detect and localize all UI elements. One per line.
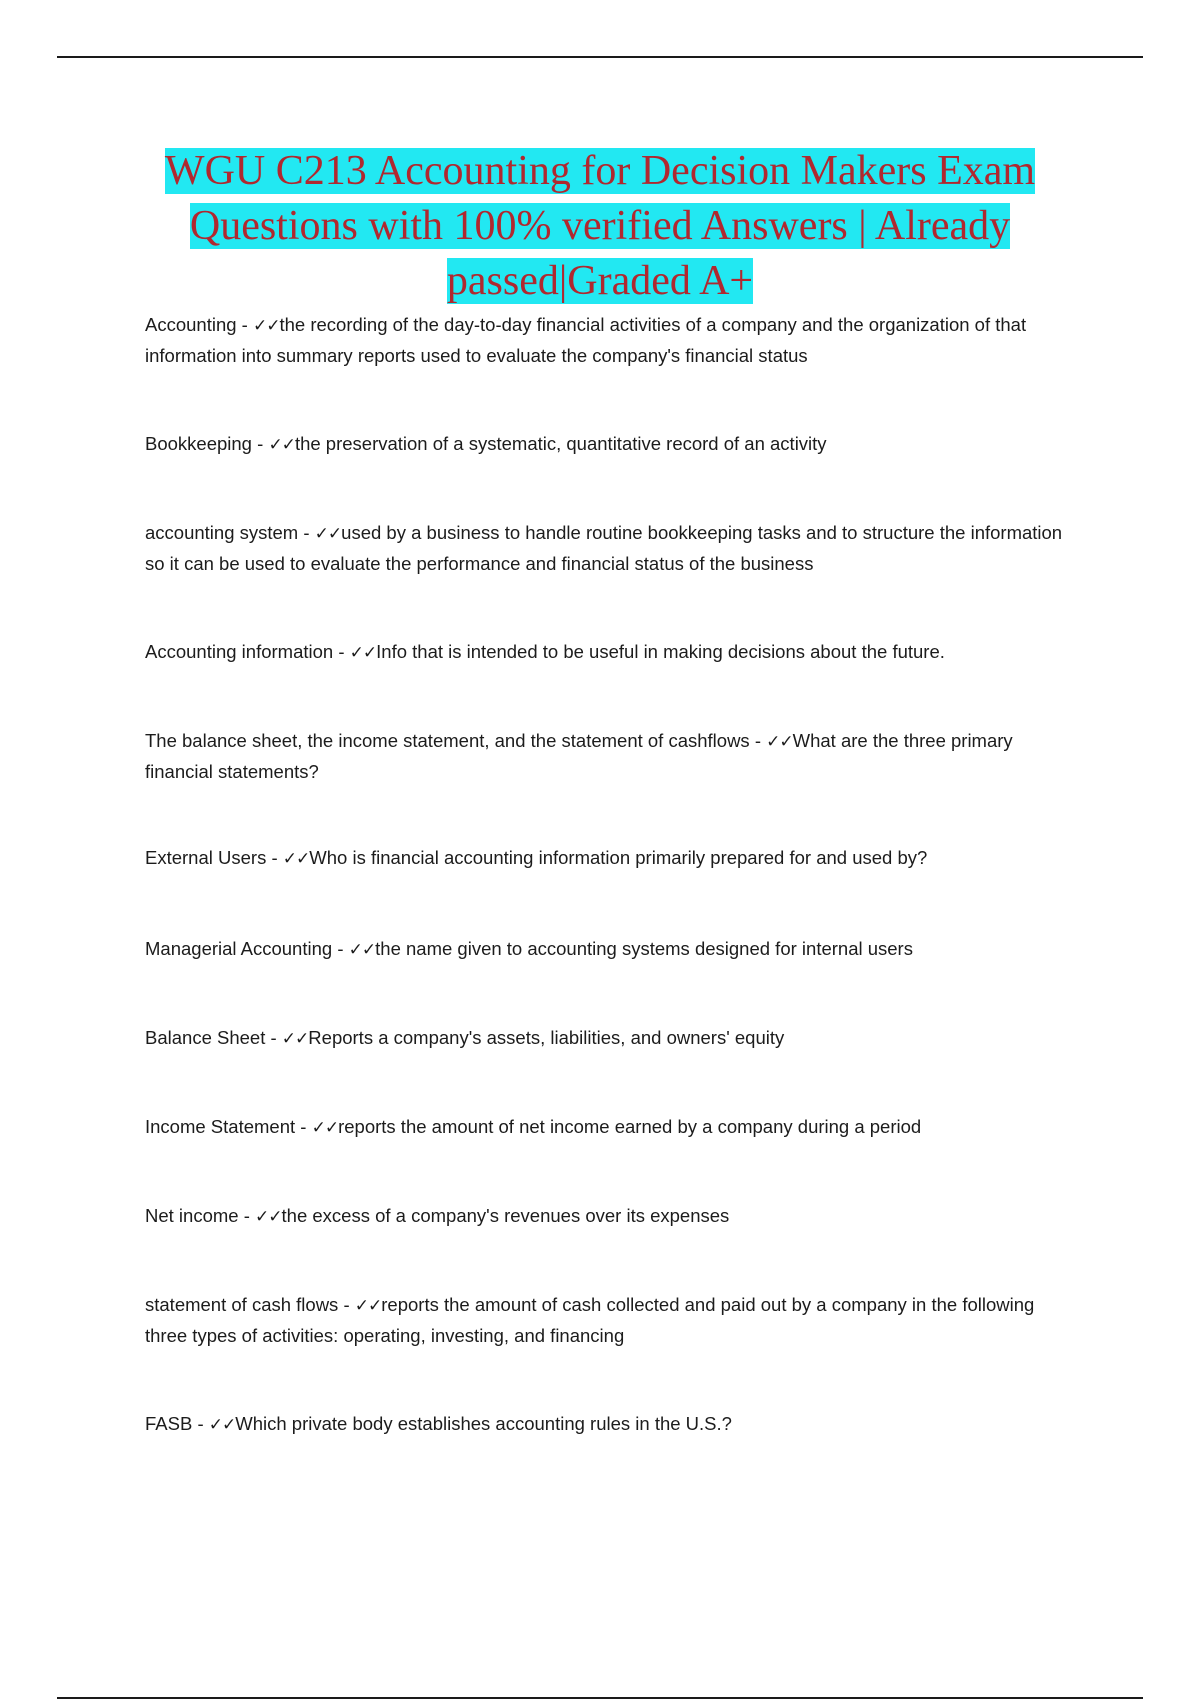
entry-term: Accounting bbox=[145, 314, 237, 335]
entry-separator: - bbox=[238, 1205, 256, 1226]
entry-definition: What are the three primary financial statements? bbox=[145, 730, 1013, 782]
entry-term: Managerial Accounting bbox=[145, 938, 333, 959]
entry-definition: Reports a company's assets, liabilities, and owners' equity bbox=[308, 1027, 785, 1048]
flashcard-entry-statement-of-cash-flows bbox=[145, 1290, 1075, 1351]
entry-definition: the recording of the day-to-day financial activities of a company and the organization of that information into summary reports used to evaluate the company's financial status bbox=[145, 314, 1027, 366]
double-check-icon: ✓✓ bbox=[766, 732, 793, 752]
flashcard-entry-financial-statements bbox=[145, 726, 1075, 787]
flashcard-entry-balance-sheet bbox=[145, 1023, 1075, 1054]
double-check-icon: ✓✓ bbox=[255, 1207, 282, 1227]
entry-separator: - bbox=[192, 1413, 209, 1434]
double-check-icon: ✓✓ bbox=[253, 316, 280, 336]
double-check-icon: ✓✓ bbox=[349, 643, 377, 663]
bottom-rule bbox=[57, 1697, 1143, 1699]
flashcard-entry-accounting bbox=[145, 310, 1075, 371]
entry-definition: reports the amount of net income earned by a company during a period bbox=[338, 1116, 922, 1137]
entry-definition: the excess of a company's revenues over its expenses bbox=[281, 1205, 730, 1226]
double-check-icon: ✓✓ bbox=[348, 940, 376, 960]
entry-definition: Which private body establishes accounting rules in the U.S.? bbox=[235, 1413, 732, 1434]
flashcard-entry-net-income bbox=[145, 1201, 1075, 1232]
entry-term: External Users bbox=[145, 847, 267, 868]
entry-term: Bookkeeping bbox=[145, 433, 252, 454]
entry-separator: - bbox=[295, 1116, 312, 1137]
top-rule bbox=[57, 56, 1143, 58]
flashcard-entry-managerial-accounting bbox=[145, 934, 1075, 965]
double-check-icon: ✓✓ bbox=[208, 1415, 236, 1435]
flashcard-entry-fasb bbox=[145, 1409, 1075, 1440]
entry-definition: the preservation of a systematic, quantitative record of an activity bbox=[294, 433, 827, 454]
entry-definition: Who is financial accounting information primarily prepared for and used by? bbox=[309, 847, 928, 868]
entry-definition: Info that is intended to be useful in making decisions about the future. bbox=[376, 641, 945, 662]
entry-separator: - bbox=[749, 730, 767, 751]
flashcard-entry-bookkeeping bbox=[145, 429, 1075, 460]
double-check-icon: ✓✓ bbox=[314, 524, 342, 544]
entry-separator: - bbox=[265, 1027, 282, 1048]
entry-term: The balance sheet, the income statement, and the statement of cashflows bbox=[145, 730, 750, 751]
entry-definition: used by a business to handle routine bookkeeping tasks and to structure the information so it can be used to evaluate the performance and financial status of the business bbox=[145, 522, 1063, 574]
entry-separator: - bbox=[251, 433, 269, 454]
entry-term: Income Statement bbox=[145, 1116, 296, 1137]
entry-term: Balance Sheet bbox=[145, 1027, 266, 1048]
document-title-text: WGU C213 Accounting for Decision Makers Exam Questions with 100% verified Answers | Already passed|Graded A+ bbox=[164, 148, 1036, 304]
entry-definition: the name given to accounting systems designed for internal users bbox=[375, 938, 913, 959]
double-check-icon: ✓✓ bbox=[311, 1118, 339, 1138]
double-check-icon: ✓✓ bbox=[354, 1296, 382, 1316]
entry-term: accounting system bbox=[145, 522, 299, 543]
double-check-icon: ✓✓ bbox=[282, 849, 310, 869]
entry-term: FASB bbox=[145, 1413, 193, 1434]
entry-separator: - bbox=[236, 314, 253, 335]
entry-definition: reports the amount of cash collected and paid out by a company in the following three types of activities: operating, investing, and financing bbox=[145, 1294, 1035, 1346]
double-check-icon: ✓✓ bbox=[268, 435, 295, 455]
flashcard-entry-accounting-information bbox=[145, 637, 1075, 668]
flashcard-entry-external-users bbox=[145, 843, 1075, 874]
entry-separator: - bbox=[333, 641, 350, 662]
entry-term: statement of cash flows bbox=[145, 1294, 339, 1315]
entry-term: Net income bbox=[145, 1205, 239, 1226]
flashcard-entry-income-statement bbox=[145, 1112, 1075, 1143]
entry-separator: - bbox=[338, 1294, 355, 1315]
double-check-icon: ✓✓ bbox=[281, 1029, 309, 1049]
entry-term: Accounting information bbox=[145, 641, 334, 662]
flashcard-entry-accounting-system bbox=[145, 518, 1075, 579]
entry-separator: - bbox=[332, 938, 349, 959]
entry-separator: - bbox=[266, 847, 283, 868]
document-title bbox=[100, 144, 1100, 309]
entry-separator: - bbox=[298, 522, 315, 543]
